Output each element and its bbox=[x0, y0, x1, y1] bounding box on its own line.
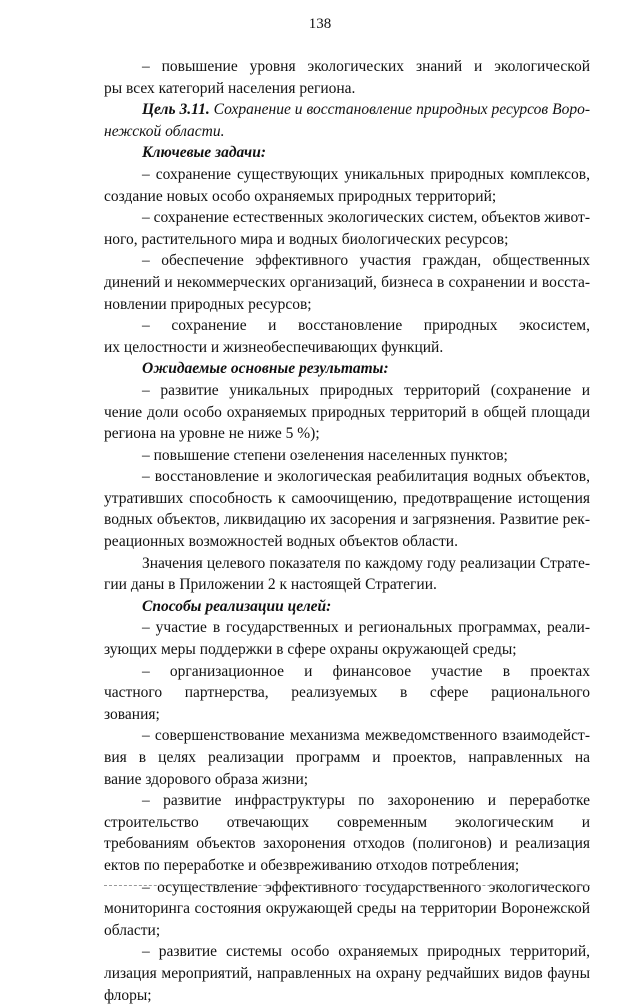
line-text: их целостности и жизнеобеспечивающих функций. bbox=[104, 338, 444, 356]
text-line bbox=[104, 833, 590, 855]
heading-label: Ключевые задачи: bbox=[142, 144, 266, 162]
text-line bbox=[104, 294, 590, 316]
text-line bbox=[104, 985, 590, 1006]
line-text: зующих меры поддержки в сфере охраны окружающей среды; bbox=[104, 641, 517, 659]
text-line bbox=[104, 661, 590, 683]
line-text: лизация мероприятий, направленных на охрану редчайших видов фауны bbox=[104, 964, 590, 982]
text-line bbox=[104, 855, 590, 877]
text-line bbox=[104, 337, 590, 359]
text-line bbox=[104, 423, 590, 445]
text-line bbox=[104, 402, 590, 424]
line-text: чение доли особо охраняемых природных территорий в общей площади bbox=[104, 403, 590, 421]
heading-label: Ожидаемые основные результаты: bbox=[142, 360, 389, 378]
text-line bbox=[104, 358, 590, 380]
line-text: – сохранение и восстановление природных экосистем, bbox=[142, 317, 590, 335]
text-line bbox=[104, 682, 590, 704]
text-line bbox=[104, 725, 590, 747]
line-text: области; bbox=[104, 921, 161, 939]
line-text: – развитие системы особо охраняемых природных территорий, bbox=[142, 943, 590, 961]
text-line bbox=[104, 207, 590, 229]
text-line bbox=[104, 877, 590, 899]
heading-label: Цель 3.11. bbox=[142, 101, 210, 119]
line-text: зования; bbox=[104, 705, 160, 723]
line-text: реационных возможностей водных объектов области. bbox=[104, 533, 458, 551]
text-line bbox=[104, 56, 590, 78]
line-text: Сохранение и восстановление природных ресурсов Воро- bbox=[209, 101, 590, 119]
line-text: – повышение степени озеленения населенных пунктов; bbox=[142, 446, 508, 464]
text-line bbox=[104, 186, 590, 208]
text-line bbox=[104, 574, 590, 596]
text-line bbox=[104, 920, 590, 942]
line-text: мониторинга состояния окружающей среды на территории Воронежской bbox=[104, 900, 590, 918]
text-line bbox=[104, 531, 590, 553]
line-text: региона на уровне не ниже 5 %); bbox=[104, 425, 320, 443]
line-text: – организационное и финансовое участие в проектах bbox=[142, 662, 590, 680]
line-text: частного партнерства, реализуемых в сфере рационального bbox=[104, 684, 590, 702]
text-line bbox=[104, 704, 590, 726]
line-text: – участие в государственных и региональных программах, реали- bbox=[142, 619, 590, 637]
page-number: 138 bbox=[308, 16, 332, 32]
text-line bbox=[104, 445, 590, 467]
line-text: – повышение уровня экологических знаний и экологической bbox=[142, 58, 590, 75]
text-line bbox=[104, 99, 590, 121]
text-line bbox=[104, 229, 590, 251]
text-line bbox=[104, 941, 590, 963]
line-text: – обеспечение эффективного участия граждан, общественных bbox=[142, 252, 590, 270]
line-text: Значения целевого показателя по каждому году реализации Страте- bbox=[142, 554, 590, 572]
line-text: создание новых особо охраняемых природных территорий; bbox=[104, 187, 497, 205]
text-line bbox=[104, 639, 590, 661]
bottom-divider bbox=[104, 885, 590, 886]
line-text: строительство отвечающих современным экологическим и bbox=[104, 813, 590, 831]
text-line bbox=[104, 315, 590, 337]
text-line bbox=[104, 617, 590, 639]
line-text: – осуществление эффективного государственного экологического bbox=[142, 878, 590, 896]
line-text: – сохранение существующих уникальных природных комплексов, bbox=[142, 165, 590, 183]
text-line bbox=[104, 553, 590, 575]
text-line bbox=[104, 121, 590, 143]
text-line bbox=[104, 747, 590, 769]
line-text: – совершенствование механизма межведомственного взаимодейст- bbox=[142, 727, 590, 745]
text-line bbox=[104, 142, 590, 164]
text-line bbox=[104, 509, 590, 531]
line-text: вия в целях реализации программ и проектов, направленных на bbox=[104, 749, 590, 766]
text-line bbox=[104, 164, 590, 186]
text-line bbox=[104, 488, 590, 510]
line-text: вание здорового образа жизни; bbox=[104, 770, 309, 788]
line-text: гии даны в Приложении 2 к настоящей Стратегии. bbox=[104, 576, 437, 594]
text-line bbox=[104, 790, 590, 812]
line-text: ры всех категорий населения региона. bbox=[104, 79, 356, 97]
body-text bbox=[104, 56, 590, 1006]
line-text: нежской области. bbox=[104, 122, 225, 140]
text-line bbox=[104, 380, 590, 402]
text-line bbox=[104, 596, 590, 618]
line-text: требованиям объектов захоронения отходов (полигонов) и реализация bbox=[104, 835, 590, 853]
line-text: динений и некоммерческих организаций, бизнеса в сохранении и восста- bbox=[104, 273, 590, 291]
line-text: новлении природных ресурсов; bbox=[104, 295, 312, 313]
text-line bbox=[104, 812, 590, 834]
line-text: водных объектов, ликвидацию их засорения и загрязнения. Развитие рек- bbox=[104, 511, 590, 529]
text-line bbox=[104, 769, 590, 791]
line-text: – сохранение естественных экологических систем, объектов живот- bbox=[142, 209, 590, 227]
text-line bbox=[104, 250, 590, 272]
line-text: флоры; bbox=[104, 986, 152, 1004]
line-text: – развитие инфраструктуры по захоронению и переработке bbox=[142, 792, 590, 810]
line-text: ектов по переработке и обезвреживанию отходов потребления; bbox=[104, 856, 520, 874]
line-text: ного, растительного мира и водных биологических ресурсов; bbox=[104, 230, 509, 248]
text-line bbox=[104, 898, 590, 920]
line-text: утративших способность к самоочищению, предотвращение истощения bbox=[104, 489, 590, 507]
text-line bbox=[104, 963, 590, 985]
heading-label: Способы реализации целей: bbox=[142, 597, 332, 615]
text-line bbox=[104, 466, 590, 488]
line-text: – восстановление и экологическая реабилитация водных объектов, bbox=[142, 468, 590, 486]
text-line bbox=[104, 78, 590, 100]
text-line bbox=[104, 272, 590, 294]
line-text: – развитие уникальных природных территорий (сохранение и bbox=[142, 381, 590, 399]
